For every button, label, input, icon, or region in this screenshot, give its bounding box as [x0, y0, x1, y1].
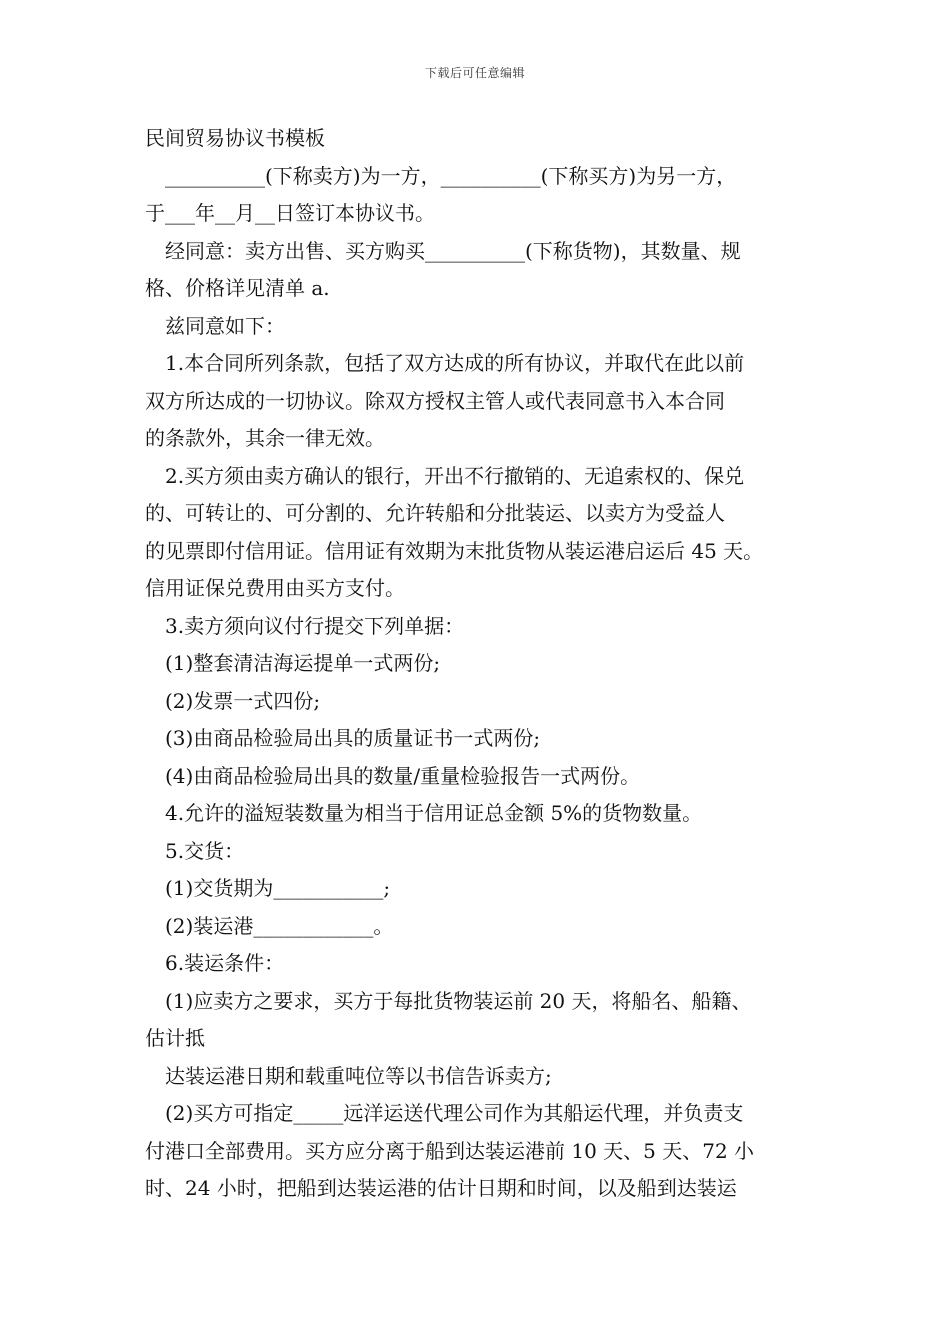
document-title: 民间贸易协议书模板: [145, 126, 325, 150]
document-line: 兹同意如下：: [165, 313, 285, 338]
document-line: (3)由商品检验局出具的质量证书一式两份;: [165, 726, 541, 750]
document-line: __________(下称卖方)为一方，__________(下称买方)为另一方，: [165, 163, 737, 188]
document-paragraphs: [145, 158, 810, 1208]
document-line: (1)整套清洁海运提单一式两份;: [165, 651, 441, 675]
document-line: 经同意：卖方出售、买方购买__________(下称货物)，其数量、规: [165, 238, 741, 263]
document-line: (1)交货期为___________;: [165, 876, 391, 900]
document-line: 1.本合同所列条款，包括了双方达成的所有协议，并取代在此以前: [165, 351, 745, 375]
document-line: 4.允许的溢短装数量为相当于信用证总金额 5%的货物数量。: [165, 801, 703, 825]
document-line: 的见票即付信用证。信用证有效期为末批货物从装运港启运后 45 天。: [145, 538, 764, 563]
document-line: 的条款外，其余一律无效。: [145, 426, 385, 450]
document-line: 双方所达成的一切协议。除双方授权主管人或代表同意书入本合同: [145, 388, 725, 413]
document-line: (2)发票一式四份;: [165, 688, 321, 713]
document-line: 估计抵: [145, 1026, 205, 1050]
document-line: (4)由商品检验局出具的数量/重量检验报告一式两份。: [165, 763, 641, 788]
document-line: (2)装运港____________。: [165, 913, 394, 938]
document-body: [145, 120, 810, 1208]
document-line: 付港口全部费用。买方应分离于船到达装运港前 10 天、5 天、72 小: [145, 1138, 755, 1163]
document-line: 3.卖方须向议付行提交下列单据：: [165, 613, 465, 638]
document-line: 格、价格详见清单 a.: [145, 276, 330, 300]
document-line: 于___年__月__日签订本协议书。: [145, 201, 435, 225]
document-line: 信用证保兑费用由买方支付。: [145, 576, 405, 600]
document-line: 时、24 小时，把船到达装运港的估计日期和时间，以及船到达装运: [145, 1176, 737, 1200]
page-header-note: 下载后可任意编辑: [424, 66, 525, 80]
document-line: 的、可转让的、可分割的、允许转船和分批装运、以卖方为受益人: [145, 501, 725, 525]
document-line: 2.买方须由卖方确认的银行，开出不行撤销的、无追索权的、保兑: [165, 463, 745, 488]
document-line: 达装运港日期和载重吨位等以书信告诉卖方;: [165, 1063, 552, 1088]
document-line: 5.交货：: [165, 838, 245, 863]
document-line: (2)买方可指定_____远洋运送代理公司作为其船运代理，并负责支: [165, 1101, 744, 1125]
document-line: (1)应卖方之要求，买方于每批货物装运前 20 天，将船名、船籍、: [165, 988, 752, 1013]
document-line: 6.装运条件：: [165, 951, 285, 975]
